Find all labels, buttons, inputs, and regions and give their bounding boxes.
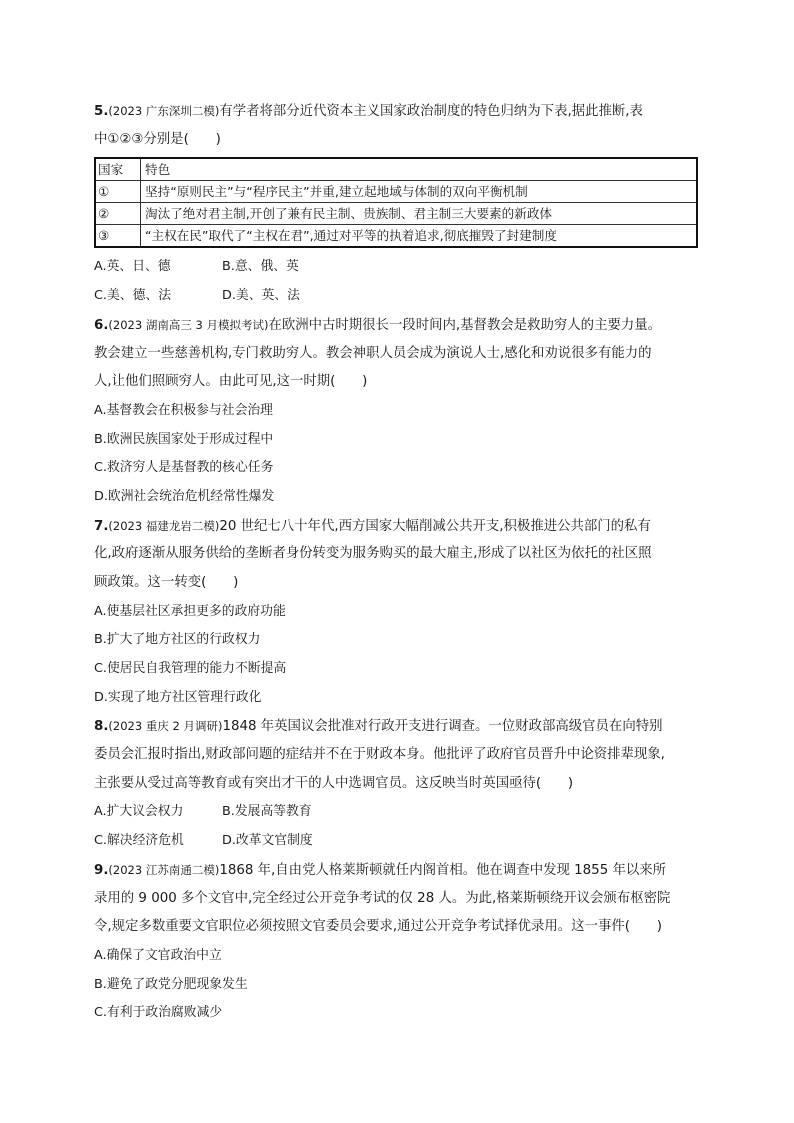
row-feature: 淘汰了绝对君主制,开创了兼有民主制、贵族制、君主制三大要素的新政体 bbox=[141, 203, 698, 225]
q6-option-a[interactable]: A.基督教会在积极参与社会治理 bbox=[94, 403, 273, 418]
q5-stem-line2: 中①②③分别是( ) bbox=[94, 132, 221, 147]
table-row bbox=[95, 225, 697, 248]
q8-number: 8. bbox=[94, 719, 109, 734]
q5-option-a[interactable]: A.英、日、德 bbox=[94, 259, 171, 274]
row-feature: “主权在民”取代了“主权在君”,通过对平等的执着追求,彻底摧毁了封建制度 bbox=[141, 225, 698, 248]
q6-number: 6. bbox=[94, 318, 109, 333]
q8-stem-line3: 主张要从受过高等教育或有突出才干的人中选调官员。这反映当时英国亟待( ) bbox=[94, 776, 574, 791]
q8-option-a[interactable]: A.扩大议会权力 bbox=[94, 804, 184, 819]
q6-stem-line2: 教会建立一些慈善机构,专门救助穷人。教会神职人员会成为演说人士,感化和劝说很多有能力的 bbox=[94, 346, 652, 361]
q7-number: 7. bbox=[94, 519, 109, 534]
q6-source: (2023 湖南高三 3 月模拟考试) bbox=[108, 318, 269, 332]
q8-option-d[interactable]: D.改革文官制度 bbox=[222, 833, 313, 848]
q6-stem-line1 bbox=[94, 316, 661, 335]
q5-stem-line1 bbox=[94, 102, 643, 121]
q8-stem-text: 1848 年英国议会批准对行政开支进行调查。一位财政部高级官员在向特别 bbox=[222, 719, 663, 734]
q8-option-b[interactable]: B.发展高等教育 bbox=[222, 804, 312, 819]
q6-stem-text: 在欧洲中古时期很长一段时间内,基督教会是救助穷人的主要力量。 bbox=[268, 318, 662, 333]
q6-option-b[interactable]: B.欧洲民族国家处于形成过程中 bbox=[94, 432, 274, 447]
q9-stem-line3: 令,规定多数重要文官职位必须按照文官委员会要求,通过公开竞争考试择优录用。这一事件( ) bbox=[94, 919, 662, 934]
q7-option-b[interactable]: B.扩大了地方社区的行政权力 bbox=[94, 632, 261, 647]
header-country: 国家 bbox=[95, 158, 141, 181]
table-row bbox=[95, 203, 697, 225]
row-country: ① bbox=[95, 181, 141, 203]
q5-source: (2023 广东深圳二模) bbox=[108, 104, 220, 118]
q6-option-c[interactable]: C.救济穷人是基督教的核心任务 bbox=[94, 460, 274, 475]
q8-source: (2023 重庆 2 月调研) bbox=[108, 719, 223, 733]
q6-option-d[interactable]: D.欧洲社会统治危机经常性爆发 bbox=[94, 489, 275, 504]
row-feature: 坚持“原则民主”与“程序民主”并重,建立起地域与体制的双向平衡机制 bbox=[141, 181, 698, 203]
q8-stem-line1 bbox=[94, 717, 663, 736]
q5-option-b[interactable]: B.意、俄、英 bbox=[222, 259, 299, 274]
q7-source: (2023 福建龙岩二模) bbox=[108, 519, 220, 533]
q9-stem-line2: 录用的 9 000 多个文官中,完全经过公开竞争考试的仅 28 人。为此,格莱斯顿绕开议会颁布枢密院 bbox=[94, 891, 671, 906]
q7-option-c[interactable]: C.使居民自我管理的能力不断提高 bbox=[94, 661, 287, 676]
q5-option-d[interactable]: D.美、英、法 bbox=[222, 288, 300, 303]
q5-option-c[interactable]: C.美、德、法 bbox=[94, 288, 171, 303]
header-feature: 特色 bbox=[141, 158, 698, 181]
row-country: ③ bbox=[95, 225, 141, 248]
q9-stem-line1 bbox=[94, 861, 666, 880]
table-header-row bbox=[95, 158, 697, 181]
q9-number: 9. bbox=[94, 863, 109, 878]
q5-features-table bbox=[94, 157, 698, 248]
q9-source: (2023 江苏南通二模) bbox=[108, 863, 220, 877]
q7-stem-line2: 化,政府逐渐从服务供给的垄断者身份转变为服务购买的最大雇主,形成了以社区为依托的社区照 bbox=[94, 546, 652, 561]
q7-stem-text: 20 世纪七八十年代,西方国家大幅削减公共开支,积极推进公共部门的私有 bbox=[219, 519, 651, 534]
q7-option-a[interactable]: A.使基层社区承担更多的政府功能 bbox=[94, 604, 286, 619]
q5-stem-text: 有学者将部分近代资本主义国家政治制度的特色归纳为下表,据此推断,表 bbox=[219, 104, 643, 119]
q9-stem-text: 1868 年,自由党人格莱斯顿就任内阁首相。他在调查中发现 1855 年以来所 bbox=[219, 863, 667, 878]
q7-stem-line1 bbox=[94, 517, 651, 536]
q6-stem-line3: 人,让他们照顾穷人。由此可见,这一时期( ) bbox=[94, 374, 368, 389]
q8-stem-line2: 委员会汇报时指出,财政部问题的症结并不在于财政本身。他批评了政府官员晋升中论资排辈现象, bbox=[94, 747, 665, 762]
q8-option-c[interactable]: C.解决经济危机 bbox=[94, 833, 184, 848]
table-row bbox=[95, 181, 697, 203]
q9-option-c[interactable]: C.有利于政治腐败减少 bbox=[94, 1005, 223, 1020]
q7-stem-line3: 顾政策。这一转变( ) bbox=[94, 575, 239, 590]
q7-option-d[interactable]: D.实现了地方社区管理行政化 bbox=[94, 690, 262, 705]
q5-number: 5. bbox=[94, 104, 109, 119]
q9-option-a[interactable]: A.确保了文官政治中立 bbox=[94, 948, 222, 963]
row-country: ② bbox=[95, 203, 141, 225]
q9-option-b[interactable]: B.避免了政党分肥现象发生 bbox=[94, 977, 248, 992]
